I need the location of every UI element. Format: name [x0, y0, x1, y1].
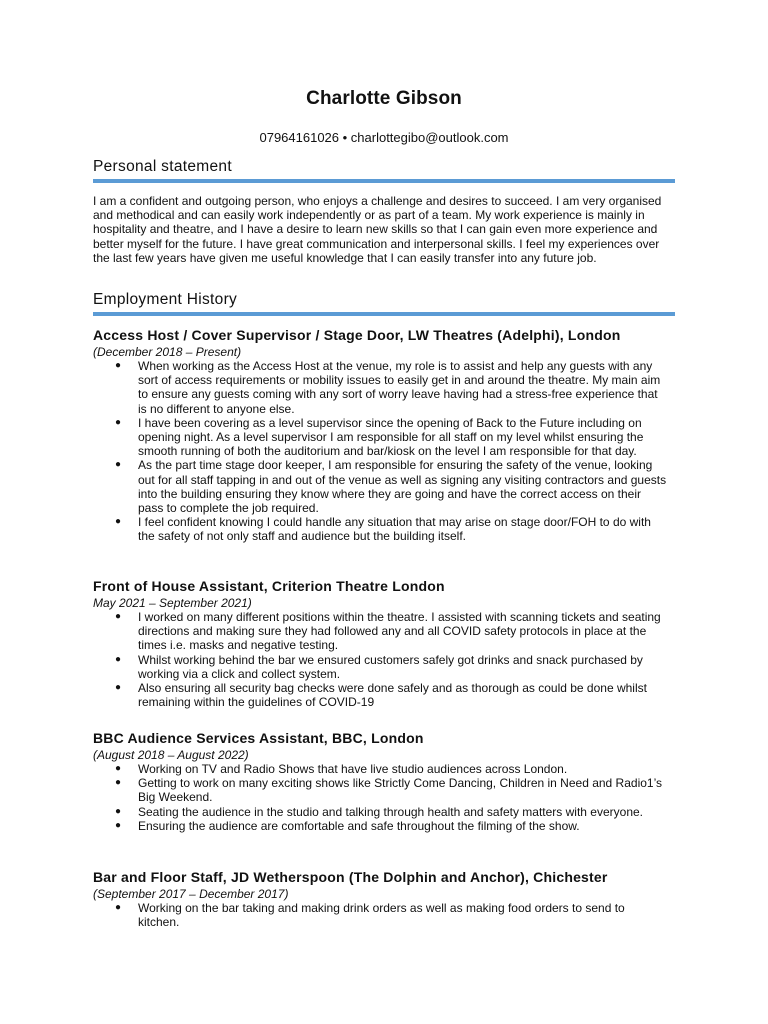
job-duties	[93, 359, 683, 544]
job-date: (September 2017 – December 2017)	[93, 887, 289, 901]
list-item: ● Whilst working behind the bar we ensured customers safely got drinks and snack purchased by working via a click and collect system.	[115, 652, 643, 681]
bullet-icon: ●	[115, 360, 122, 371]
list-item: ● I worked on many different positions within the theatre. I assisted with scanning tickets and seating directions and making sure they had followed any and all COVID safety protocols in place at the times i.e. masks and negative testing.	[115, 610, 661, 653]
bullet-icon: ●	[115, 682, 122, 694]
job-title: BBC Audience Services Assistant, BBC, London	[93, 730, 424, 746]
job-date: (August 2018 – August 2022)	[93, 748, 249, 762]
section-title: Employment History	[93, 291, 238, 308]
section-divider	[93, 312, 675, 316]
job-title: Front of House Assistant, Criterion Theatre London	[93, 578, 445, 594]
list-item: ● Ensuring the audience are comfortable and safe throughout the filming of the show.	[115, 818, 580, 833]
job-entry	[93, 869, 683, 929]
list-item: ● When working as the Access Host at the venue, my role is to assist and help any guests with any sort of access requirements or mobility issues to easily get in and around the theatre. My main aim to ensure any guests coming with any sort of worry leave having had a stress-free experience that is no different to anyone else.	[115, 359, 661, 416]
employment-history-heading	[93, 291, 675, 316]
bullet-icon: ●	[115, 763, 122, 774]
job-duties	[93, 610, 683, 709]
job-duties	[93, 762, 683, 833]
job-entry	[93, 730, 683, 833]
list-item: ● I feel confident knowing I could handle any situation that may arise on stage door/FOH to do with the safety of not only staff and audience but the building itself.	[115, 515, 651, 544]
candidate-name: Charlotte Gibson	[306, 88, 462, 109]
bullet-icon: ●	[115, 819, 122, 831]
list-item: ● Seating the audience in the studio and talking through health and safety matters with everyone.	[115, 804, 643, 819]
personal-statement-text: I am a confident and outgoing person, who enjoys a challenge and desires to succeed. I am very organised and methodical and can easily work independently or as part of a team. My work experience is mainly in hospitality and theatre, and I have a desire to learn new skills so that I can gain even more experience and better myself for the future. I have great communication and interpersonal skills. I feel my experiences over the last few years have given me useful knowledge that I can easily transfer into any future job.	[93, 194, 662, 265]
section-divider	[93, 179, 675, 183]
list-item: ● Working on TV and Radio Shows that have live studio audiences across London.	[115, 762, 568, 776]
list-item: ● I have been covering as a level supervisor since the opening of Back to the Future including on opening night. As a level supervisor I am responsible for all staff on my level whilst ensuring the smooth running of both the auditorium and bar/kiosk on the level I am responsible for that day.	[115, 415, 644, 459]
job-duties	[93, 901, 683, 929]
list-item: ● Getting to work on many exciting shows like Strictly Come Dancing, Children in Need and Radio1’s Big Weekend.	[115, 776, 663, 805]
bullet-icon: ●	[115, 777, 122, 789]
list-item: ● As the part time stage door keeper, I am responsible for ensuring the safety of the venue, looking out for all staff tapping in and out of the venue as well as signing any visiting contractors and guests into the building ensuring they know where they are going and have the correct access on their pass to complete the job required.	[115, 458, 667, 516]
bullet-icon: ●	[115, 805, 122, 817]
contact-details: 07964161026 • charlottegibo@outlook.com	[259, 130, 509, 145]
job-entry	[93, 578, 683, 709]
list-item: ● Also ensuring all security bag checks were done safely and as thorough as could be done whilst remaining within the guidelines of COVID-19	[115, 681, 647, 710]
bullet-icon: ●	[115, 653, 122, 665]
bullet-icon: ●	[115, 459, 122, 471]
job-title: Access Host / Cover Supervisor / Stage Door, LW Theatres (Adelphi), London	[93, 327, 621, 343]
job-date: (December 2018 – Present)	[93, 345, 242, 359]
bullet-icon: ●	[115, 416, 122, 428]
bullet-icon: ●	[115, 902, 122, 913]
job-date: May 2021 – September 2021)	[93, 596, 252, 610]
personal-statement-heading	[93, 158, 675, 183]
bullet-icon: ●	[115, 516, 122, 528]
bullet-icon: ●	[115, 611, 122, 622]
job-title: Bar and Floor Staff, JD Wetherspoon (The Dolphin and Anchor), Chichester	[93, 869, 608, 885]
list-item: ● Working on the bar taking and making drink orders as well as making food orders to send to kitchen.	[115, 901, 625, 930]
job-entry	[93, 327, 683, 544]
section-title: Personal statement	[93, 158, 232, 175]
